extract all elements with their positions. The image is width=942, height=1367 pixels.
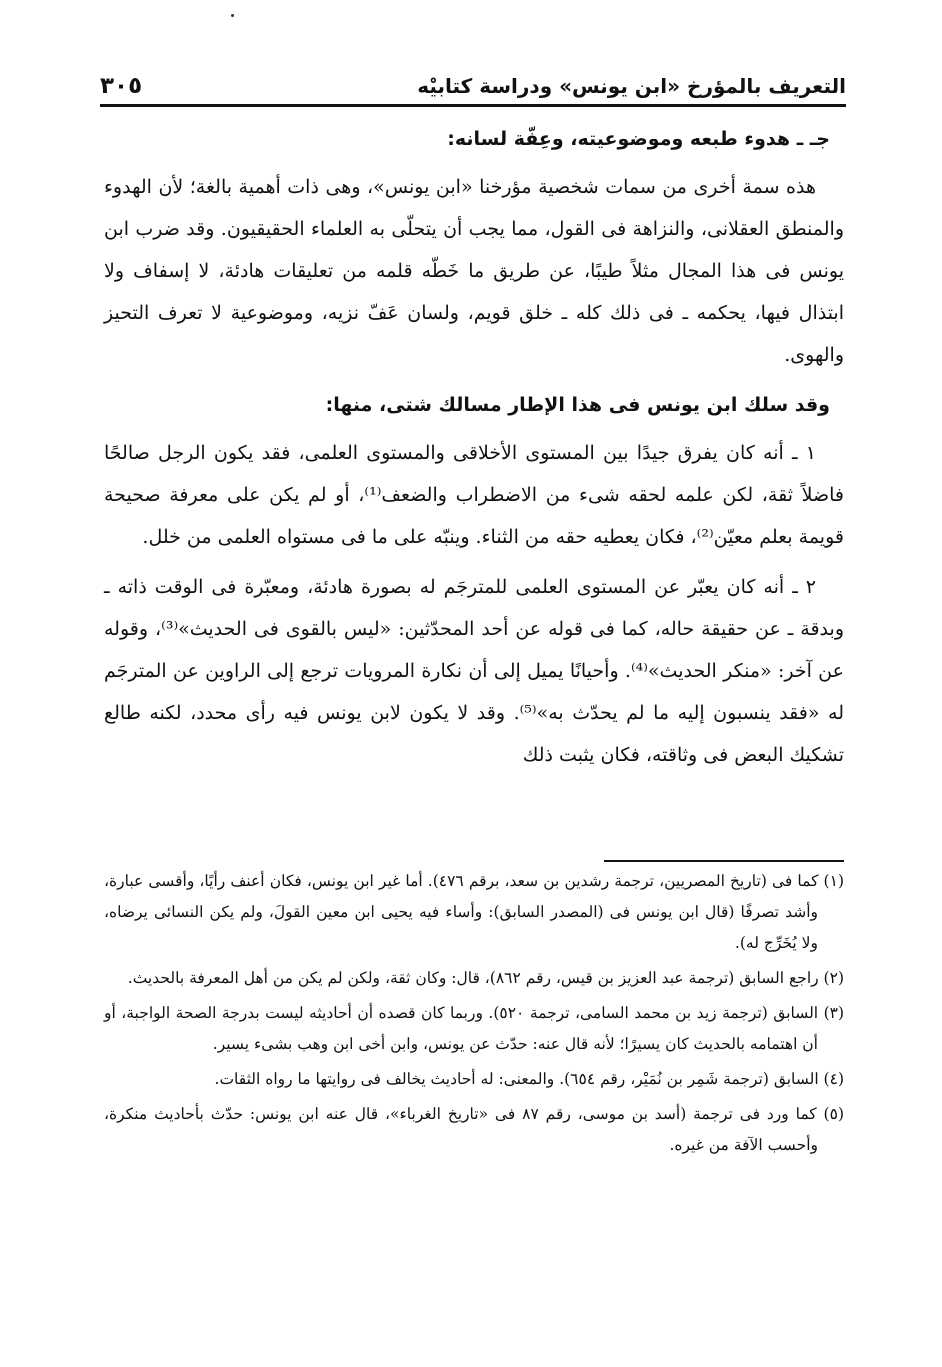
running-title: التعريف بالمؤرخ «ابن يونس» ودراسة كتابيْه (417, 74, 846, 98)
page-header (100, 68, 846, 104)
footnote-3: (٣) السابق (ترجمة زيد بن محمد السامى، ترجمة ٥٢٠). وربما كان قصده أن أحاديثه ليست بدرجة الصحة الواجبة، أو أن اهتمامه بالحديث كان يسيرًا؛ لأنه قال عنه: حدّث عن يونس، وابن أخى ابن وهب بشىء يسير. (104, 1004, 845, 1053)
scan-speck (231, 14, 234, 17)
footnote-rule (604, 860, 844, 862)
footnote-2: (٢) راجع السابق (ترجمة عبد العزيز بن قيس، رقم ٨٦٢)، قال: وكان ثقة، ولكن لم يكن من أهل المعرفة بالحديث. (127, 969, 844, 987)
section-heading: جـ ـ هدوء طبعه وموضوعيته، وعِفّة لسانه: (447, 128, 830, 150)
header-rule (100, 104, 846, 107)
point-2: ٢ ـ أنه كان يعبّر عن المستوى العلمى للمترجَم له بصورة هادئة، ومعبّرة فى الوقت ذاته ـ وبدقة ـ عن حقيقة حاله، كما فى قوله عن أحد المحدّثين: «ليس بالقوى فى الحديث»⁽³⁾، وقوله عن آخر: «منكر الحديث»⁽⁴⁾. وأحيانًا يميل إلى أن نكارة المرويات ترجع إلى الراوين عن المترجَم له «فقد ينسبون إليه ما لم يحدّث به»⁽⁵⁾. وقد لا يكون لابن يونس فيه رأى محدد، لكنه طالع تشكيك البعض فى وثاقته، فكان يثبت ذلك (104, 576, 844, 766)
footnotes (104, 866, 844, 1165)
footnote-5: (٥) كما ورد فى ترجمة (أسد بن موسى، رقم ٨٧ فى «تاريخ الغرباء»، قال عنه ابن يونس: حدّث بأحاديث منكرة، وأحسب الآفة من غيره. (104, 1105, 844, 1154)
main-text (104, 118, 844, 784)
point-1: ١ ـ أنه كان يفرق جيدًا بين المستوى الأخلاقى والمستوى العلمى، فقد يكون الرجل صالحًا فاضلاً ثقة، لكن علمه لحقه شىء من الاضطراب والضعف⁽¹⁾، أو لم يكن على معرفة صحيحة قويمة بعلم معيّن⁽²⁾، فكان يعطيه حقه من الثناء. وينبّه على ما فى مستواه العلمى من خلل. (104, 442, 844, 548)
footnote-4: (٤) السابق (ترجمة شَمِر بن نُمَيْر، رقم ٦٥٤). والمعنى: له أحاديث يخالف فى روايتها ما رواه الثقات. (214, 1070, 844, 1088)
paragraph-1: هذه سمة أخرى من سمات شخصية مؤرخنا «ابن يونس»، وهى ذات أهمية بالغة؛ لأن الهدوء والمنطق العقلانى، والنزاهة فى القول، مما يجب أن يتحلّى به العلماء الحقيقيون. وقد ضرب ابن يونس فى هذا المجال مثلاً طيبًا، عن طريق ما خَطّه قلمه من تعليقات هادئة، لا إسفاف ولا ابتذال فيها، يحكمه ـ فى ذلك كله ـ خلق قويم، ولسان عَفّ نزيه، وموضوعية لا تعرف التحيز والهوى. (104, 176, 844, 366)
footnote-1: (١) كما فى (تاريخ المصريين، ترجمة رشدين بن سعد، برقم ٤٧٦). أما غير ابن يونس، فكان أعنف رأيًا، وأقسى عبارة، وأشد تصرفًا (قال ابن يونس فى (المصدر السابق): وأساء فيه يحيى ابن معين القولَ، ولم يكن النسائى يرضاه، ولا يُخَرِّج له). (104, 872, 844, 952)
subsection-heading: وقد سلك ابن يونس فى هذا الإطار مسالك شتى، منها: (325, 394, 830, 416)
page-number: ٣٠٥ (100, 73, 143, 99)
